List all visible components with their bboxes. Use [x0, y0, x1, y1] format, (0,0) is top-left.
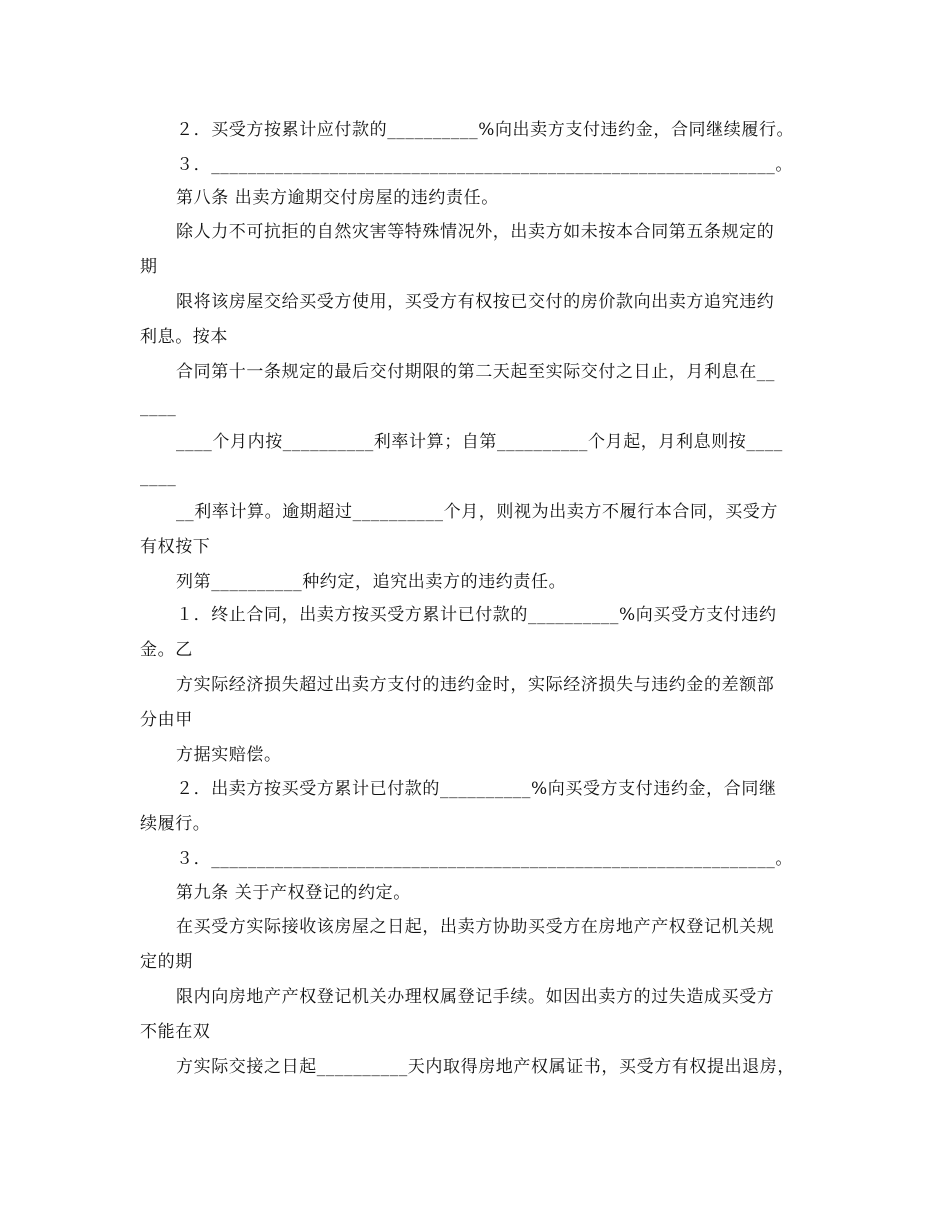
section-heading: 第九条 关于产权登记的约定。 — [176, 883, 411, 903]
text-line: ３．______________________________________________________________。 — [176, 849, 793, 869]
text-line: 方实际经济损失超过出卖方支付的违约金时，实际经济损失与违约金的差额部 — [176, 675, 775, 695]
text-line: 列第__________种约定，追究出卖方的违约责任。 — [176, 572, 567, 592]
text-line: 定的期 — [140, 952, 193, 972]
text-line: 合同第十一条规定的最后交付期限的第二天起至实际交付之日止，月利息在__ — [176, 362, 775, 382]
text-line: ____ — [140, 467, 177, 487]
text-line: __利率计算。逾期超过__________个月，则视为出卖方不履行本合同，买受方 — [176, 502, 778, 522]
text-line: 限将该房屋交给买受方使用，买受方有权按已交付的房价款向出卖方追究违约 — [176, 292, 775, 312]
text-line: 不能在双 — [140, 1022, 211, 1042]
text-line: ３．______________________________________________________________。 — [176, 155, 793, 175]
text-line: 方实际交接之日起__________天内取得房地产权属证书，买受方有权提出退房， — [176, 1057, 795, 1077]
text-line: 续履行。 — [140, 814, 211, 834]
text-line: 在买受方实际接收该房屋之日起，出卖方协助买受方在房地产产权登记机关规 — [176, 917, 775, 937]
text-line: 方据实赔偿。 — [176, 745, 282, 765]
text-line: ____ — [140, 397, 177, 417]
text-line: 限内向房地产产权登记机关办理权属登记手续。如因出卖方的过失造成买受方 — [176, 987, 775, 1007]
text-line: 金。乙 — [140, 640, 193, 660]
text-line: ２．买受方按累计应付款的__________%向出卖方支付违约金，合同继续履行。 — [176, 120, 795, 140]
text-line: 有权按下 — [140, 537, 211, 557]
text-line: １．终止合同，出卖方按买受方累计已付款的__________%向买受方支付违约 — [176, 605, 777, 625]
text-line: 除人力不可抗拒的自然灾害等特殊情况外，出卖方如未按本合同第五条规定的 — [176, 222, 775, 242]
text-line: 利息。按本 — [140, 327, 228, 347]
text-line: 分由甲 — [140, 710, 193, 730]
text-line: ２．出卖方按买受方累计已付款的__________%向买受方支付违约金，合同继 — [176, 779, 777, 799]
text-line: ____个月内按__________利率计算；自第__________个月起，月利息则按____ — [176, 432, 783, 452]
text-line: 期 — [140, 257, 158, 277]
section-heading: 第八条 出卖方逾期交付房屋的违约责任。 — [176, 188, 499, 208]
